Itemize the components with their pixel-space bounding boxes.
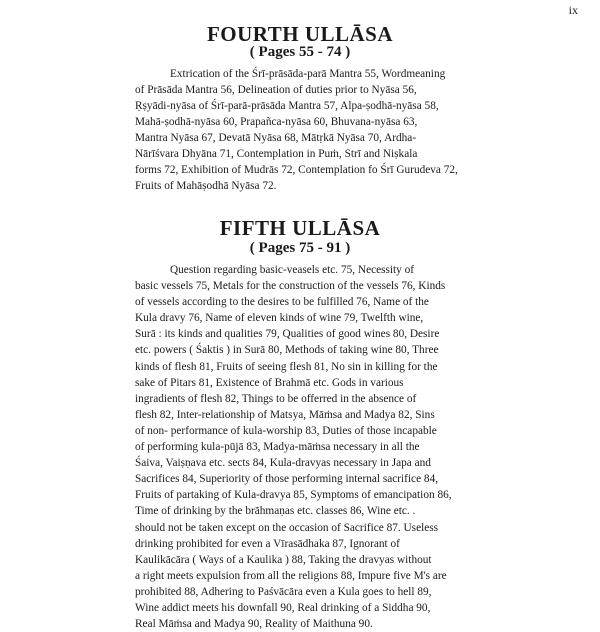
fourth-ullasa-contents [135, 66, 513, 194]
fifth-ullasa-title: FIFTH ULLĀSA [219, 216, 381, 240]
text-line: Fruits of partaking of Kula-dravya 85, Symptoms of emancipation 86, [135, 489, 452, 502]
text-line: Nārīśvara Dhyāna 71, Contemplation in Puṁ, Strī and Niṣkala [135, 148, 418, 160]
text-line: Ṛṣyādi-nyāsa of Śrī-parā-prāsāda Mantra 57, Alpa-ṣodhā-nyāsa 58, [135, 100, 439, 112]
text-line: of performing kula-pūjā 83, Madya-māṁsa necessary in all the [135, 441, 420, 454]
text-line: Extrication of the Śrī-prāsāda-parā Mantra 55, Wordmeaning [170, 68, 446, 80]
text-line: flesh 82, Inter-relationship of Matsya, Māṁsa and Madya 82, Sins [135, 408, 435, 421]
text-line: Mahā-ṣodhā-nyāsa 60, Prapañca-nyāsa 60, Bhuvana-nyāsa 63, [135, 116, 418, 128]
text-line: etc. powers ( Śaktis ) in Surā 80, Methods of taking wine 80, Three [135, 344, 439, 357]
text-line: of Prāsāda Mantra 56, Delineation of duties prior to Nyāsa 56, [135, 84, 417, 96]
fourth-ullasa-pages: ( Pages 55 - 74 ) [249, 44, 351, 60]
text-line: Wine addict meets his downfall 90, Real drinking of a Siddha 90, [135, 601, 431, 614]
text-line: Surā : its kinds and qualities 79, Qualities of good wines 80, Desire [135, 328, 440, 341]
text-line: Time of drinking by the brāhmaṇas etc. classes 86, Wine etc. . [135, 505, 416, 518]
text-line: forms 72, Exhibition of Mudrās 72, Contemplation fo Śrī Gurudeva 72, [135, 164, 458, 176]
text-line: should not be taken except on the occasion of Sacrifice 87. Useless [135, 521, 439, 534]
fifth-ullasa-pages: ( Pages 75 - 91 ) [249, 240, 351, 256]
text-line: Kula dravy 76, Name of eleven kinds of wine 79, Twelfth wine, [135, 312, 424, 325]
text-line: of non- performance of kula-worship 83, Duties of those incapable [135, 424, 437, 437]
text-line: of vessels according to the desires to be fulfilled 76, Name of the [135, 296, 429, 309]
text-line: basic vessels 75, Metals for the construction of the vessels 76, Kinds [135, 280, 446, 293]
text-line: prohibited 88, Adhering to Paśvācāra even a Kula goes to hell 89, [135, 585, 432, 598]
text-line: drinking prohibited for even a Vīrasādhaka 87, Ignorant of [135, 537, 400, 550]
text-line: Fruits of Mahāṣodhā Nyāsa 72. [135, 180, 277, 192]
text-line: Kaulikācāra ( Ways of a Kaulika ) 88, Taking the dravyas without [135, 553, 432, 566]
text-line: sake of Pitars 81, Existence of Brahmā etc. Gods in various [135, 376, 404, 389]
text-line: Sacrifices 84, Superiority of those performing internal sacrifice 84, [135, 473, 439, 486]
text-line: Real Māṁsa and Madya 90, Reality of Maithuna 90. [135, 618, 373, 631]
fifth-ullasa-contents [135, 262, 513, 632]
text-line: ingradients of flesh 82, Things to be offerred in the absence of [135, 392, 417, 405]
text-line: Question regarding basic-veasels etc. 75, Necessity of [170, 264, 415, 276]
fourth-ullasa-title: FOURTH ULLĀSA [206, 22, 394, 46]
text-line: kinds of flesh 81, Fruits of seeing flesh 81, No sin in killing for the [135, 360, 438, 373]
text-line: Mantra Nyāsa 67, Devatā Nyāsa 68, Mātṛkā Nyāsa 70, Ardha- [135, 132, 417, 144]
page-number: ix [568, 3, 578, 17]
text-line: Śaiva, Vaiṣṇava etc. sects 84, Kula-dravyas necessary in Japa and [135, 457, 431, 470]
text-line: a right meets expulsion from all the religions 88, Impure five M's are [135, 569, 447, 582]
